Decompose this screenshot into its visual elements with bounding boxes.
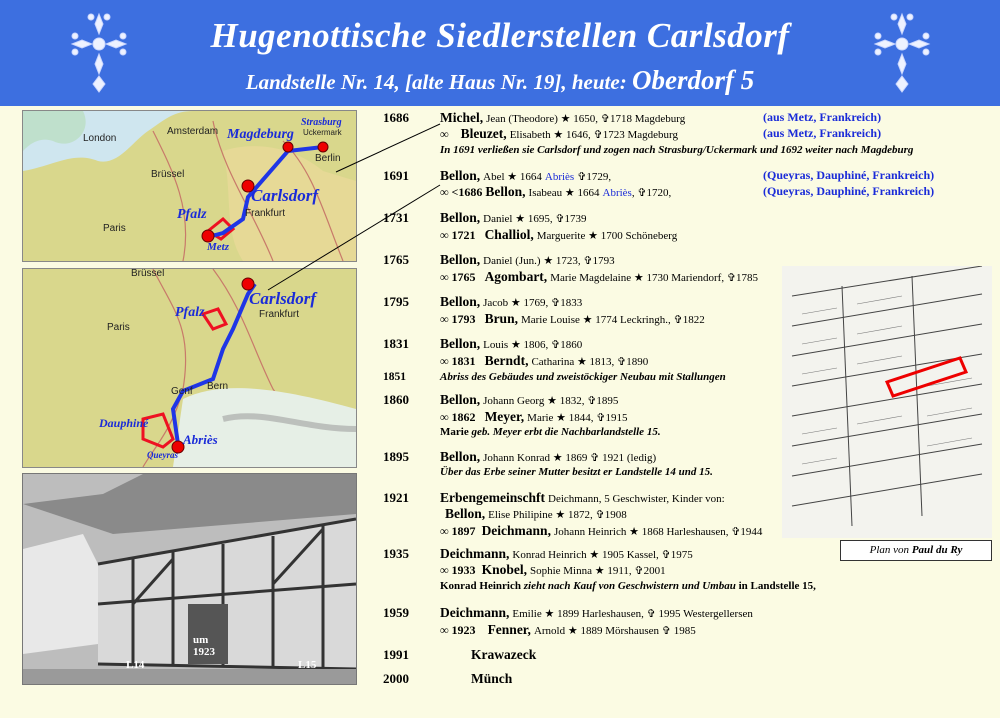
person-details: Marie ★ 1844, ✞1915 xyxy=(527,412,628,424)
note-text: zieht nach Kauf von Geschwistern und Umbau xyxy=(523,580,736,592)
note-text: geb. Meyer xyxy=(471,426,522,438)
person-name: Bellon, xyxy=(440,449,481,464)
person-name: Bellon, xyxy=(440,168,481,183)
marriage-prefix: ∞ 1923 xyxy=(440,623,476,637)
entry-line xyxy=(440,269,758,286)
person-name: Bellon, xyxy=(440,210,481,225)
entry-year: 1691 xyxy=(383,168,409,183)
person-name: Deichmann, xyxy=(440,605,510,620)
person-details: Daniel ★ 1695, ✞1739 xyxy=(483,213,587,225)
person-details: Daniel (Jun.) ★ 1723, ✞1793 xyxy=(483,255,615,267)
entry-note: Abriss des Gebäudes und zweistöckiger Neubau mit Stallungen xyxy=(440,371,726,383)
subtitle-text: Landstelle Nr. 14, [alte Haus Nr. 19], heute: xyxy=(245,70,632,94)
entry-line xyxy=(440,523,762,540)
marriage-prefix: ∞ 1831 xyxy=(440,354,476,368)
person-details: Deichmann, 5 Geschwister, Kinder von: xyxy=(548,493,725,505)
map-label: Berlin xyxy=(315,153,341,164)
map-label: Brüssel xyxy=(131,268,165,279)
entry-line xyxy=(440,184,671,201)
marriage-prefix: ∞ 1765 xyxy=(440,270,476,284)
note-text: Marie xyxy=(440,426,469,438)
marriage-prefix: ∞ <1686 xyxy=(440,185,483,199)
map-label: Brüssel xyxy=(151,169,185,180)
entry-line xyxy=(440,227,677,244)
historic-plan-image xyxy=(782,266,992,538)
page-title: Hugenottische Siedlerstellen Carlsdorf xyxy=(210,16,790,55)
person-details: Emilie ★ 1899 Harleshausen, ✞ 1995 Westergellersen xyxy=(512,608,753,620)
map-label: Carlsdorf xyxy=(249,289,317,308)
entry-note: In 1691 verließen sie Carlsdorf und zogen nach Strasburg/Uckermark und 1692 weiter nach Magdeburg xyxy=(440,144,914,156)
entry-year: 1935 xyxy=(383,546,409,561)
person-name: Krawazeck xyxy=(471,647,537,662)
person-details: Johann Heinrich ★ 1868 Harleshausen, ✞1944 xyxy=(553,526,763,538)
entry-year: 1831 xyxy=(383,336,409,351)
person-details: Louis ★ 1806, ✞1860 xyxy=(483,339,583,351)
entry-line xyxy=(440,110,685,127)
entry-year: 1959 xyxy=(383,605,409,620)
map-label: London xyxy=(83,133,117,144)
note-text: Konrad Heinrich xyxy=(440,580,521,592)
map-label: Strasburg xyxy=(301,117,342,128)
entry-year: 1795 xyxy=(383,294,409,309)
plan-caption xyxy=(840,540,992,561)
person-name: Fenner, xyxy=(487,622,531,637)
person-details: Konrad Heinrich ★ 1905 Kassel, ✞1975 xyxy=(512,549,693,561)
subtitle-address: Oberdorf 5 xyxy=(631,65,755,95)
entry-line xyxy=(440,294,582,311)
person-name: Münch xyxy=(471,671,513,686)
person-details: Elise Philipine ★ 1872, ✞1908 xyxy=(488,509,627,521)
person-name: Berndt, xyxy=(484,353,529,368)
entry-line xyxy=(440,605,753,622)
entry-line xyxy=(440,168,611,185)
entry-line xyxy=(440,409,628,426)
map-label: Metz xyxy=(207,241,229,253)
person-details: Arnold ★ 1889 Mörshausen ✞ 1985 xyxy=(533,625,696,637)
map-label: Carlsdorf xyxy=(251,186,319,205)
person-name: Brun, xyxy=(484,311,518,326)
marriage-prefix: ∞ 1933 xyxy=(440,563,476,577)
map-label: Uckermark xyxy=(303,128,342,137)
entry-line xyxy=(440,622,696,639)
place-name: Abriès xyxy=(602,187,632,199)
map-label: Magdeburg xyxy=(227,127,294,142)
marriage-prefix: ∞ 1897 xyxy=(440,524,476,538)
person-name: Deichmann, xyxy=(481,523,551,538)
entry-line xyxy=(440,311,705,328)
entry-year: 1851 xyxy=(383,371,406,383)
entry-year: 1921 xyxy=(383,490,409,505)
heirs-label: Erbengemeinschft xyxy=(440,490,545,505)
note-text: in Landstelle 15, xyxy=(738,580,816,592)
marriage-prefix: ∞ 1721 xyxy=(440,228,476,242)
person-details: Marie Magdelaine ★ 1730 Mariendorf, ✞1785 xyxy=(550,272,759,284)
map-label: Abriès xyxy=(183,432,218,447)
entry-line xyxy=(440,353,648,370)
entry-year: 1765 xyxy=(383,252,409,267)
entry-line xyxy=(440,126,678,143)
person-details: Elisabeth ★ 1646, ✞1723 Magdeburg xyxy=(509,129,678,141)
entry-year: 1895 xyxy=(383,449,409,464)
entry-line xyxy=(440,562,666,579)
photo-label: um 1923 xyxy=(193,634,215,658)
person-details: Isabeau ★ 1664 xyxy=(528,187,600,199)
plan-author: Paul du Ry xyxy=(911,544,963,556)
entry-line xyxy=(440,252,615,269)
marriage-prefix: ∞ 1793 xyxy=(440,312,476,326)
map-label: Genf xyxy=(171,386,193,397)
person-details: Johann Georg ★ 1832, ✞1895 xyxy=(483,395,619,407)
person-name: Michel, xyxy=(440,110,484,125)
entry-line xyxy=(440,449,656,466)
person-details: Catharina ★ 1813, ✞1890 xyxy=(531,356,649,368)
person-name: Bellon, xyxy=(440,252,481,267)
entry-note xyxy=(440,425,661,440)
origin-note: (aus Metz, Frankreich) xyxy=(763,126,882,140)
person-details: , ✞1720, xyxy=(631,187,672,199)
map-label: Paris xyxy=(103,223,126,234)
person-name: Knobel, xyxy=(481,562,527,577)
entry-year: 1991 xyxy=(383,647,409,662)
photo-label: L14 xyxy=(126,659,145,671)
map-label: Frankfurt xyxy=(245,208,286,219)
origin-note: (aus Metz, Frankreich) xyxy=(763,110,882,124)
map-label: Pfalz xyxy=(177,207,207,222)
map-label: Dauphiné xyxy=(99,416,149,430)
entry-line xyxy=(440,546,693,563)
entry-line xyxy=(440,392,618,409)
map-label: Bern xyxy=(207,381,229,392)
entry-year: 2000 xyxy=(383,671,409,686)
person-details: ✞1729, xyxy=(577,171,612,183)
entry-line xyxy=(445,506,627,523)
entry-line xyxy=(440,490,725,507)
entry-year: 1731 xyxy=(383,210,409,225)
map-label: Pfalz xyxy=(175,305,205,320)
origin-note: (Queyras, Dauphiné, Frankreich) xyxy=(763,168,935,182)
person-details: Jacob ★ 1769, ✞1833 xyxy=(483,297,583,309)
map-label: Amsterdam xyxy=(167,126,219,137)
plan-drawing xyxy=(782,266,992,538)
entry-note xyxy=(440,579,816,594)
person-name: Bellon, xyxy=(440,336,481,351)
marriage-prefix: ∞ xyxy=(440,127,449,141)
entry-year: 1860 xyxy=(383,392,409,407)
person-details: Marie Louise ★ 1774 Leckringh., ✞1822 xyxy=(520,314,705,326)
person-details: Marguerite ★ 1700 Schöneberg xyxy=(536,230,678,242)
person-details: Johann Konrad ★ 1869 ✞ 1921 (ledig) xyxy=(483,452,657,464)
photo-label: L15 xyxy=(298,659,317,671)
plan-caption-text: Plan von xyxy=(869,544,912,556)
person-details: Sophie Minna ★ 1911, ✞2001 xyxy=(529,565,666,577)
person-name: Meyer, xyxy=(484,409,525,424)
person-name: Bellon, xyxy=(440,392,481,407)
entry-note: Über das Erbe seiner Mutter besitzt er Landstelle 14 und 15. xyxy=(440,466,713,478)
map-label: Paris xyxy=(107,322,130,333)
person-name: Bellon, xyxy=(440,294,481,309)
origin-note: (Queyras, Dauphiné, Frankreich) xyxy=(763,184,935,198)
person-name: Challiol, xyxy=(484,227,534,242)
person-details: Jean (Theodore) ★ 1650, ✞1718 Magdeburg xyxy=(486,113,686,125)
note-text: erbt die Nachbarlandstelle 15. xyxy=(524,426,661,438)
map-label: Queyras xyxy=(147,450,178,460)
map-label: Frankfurt xyxy=(259,309,300,320)
marriage-prefix: ∞ 1862 xyxy=(440,410,476,424)
person-name: Deichmann, xyxy=(440,546,510,561)
entry-year: 1686 xyxy=(383,110,409,125)
person-name: Agombart, xyxy=(484,269,548,284)
person-name: Bleuzet, xyxy=(460,126,507,141)
place-name: Abriès xyxy=(544,171,575,183)
person-details: Abel ★ 1664 xyxy=(483,171,542,183)
person-name: Bellon, xyxy=(485,184,526,199)
entry-line xyxy=(440,210,587,227)
entry-line xyxy=(440,336,582,353)
person-name: Bellon, xyxy=(445,506,486,521)
